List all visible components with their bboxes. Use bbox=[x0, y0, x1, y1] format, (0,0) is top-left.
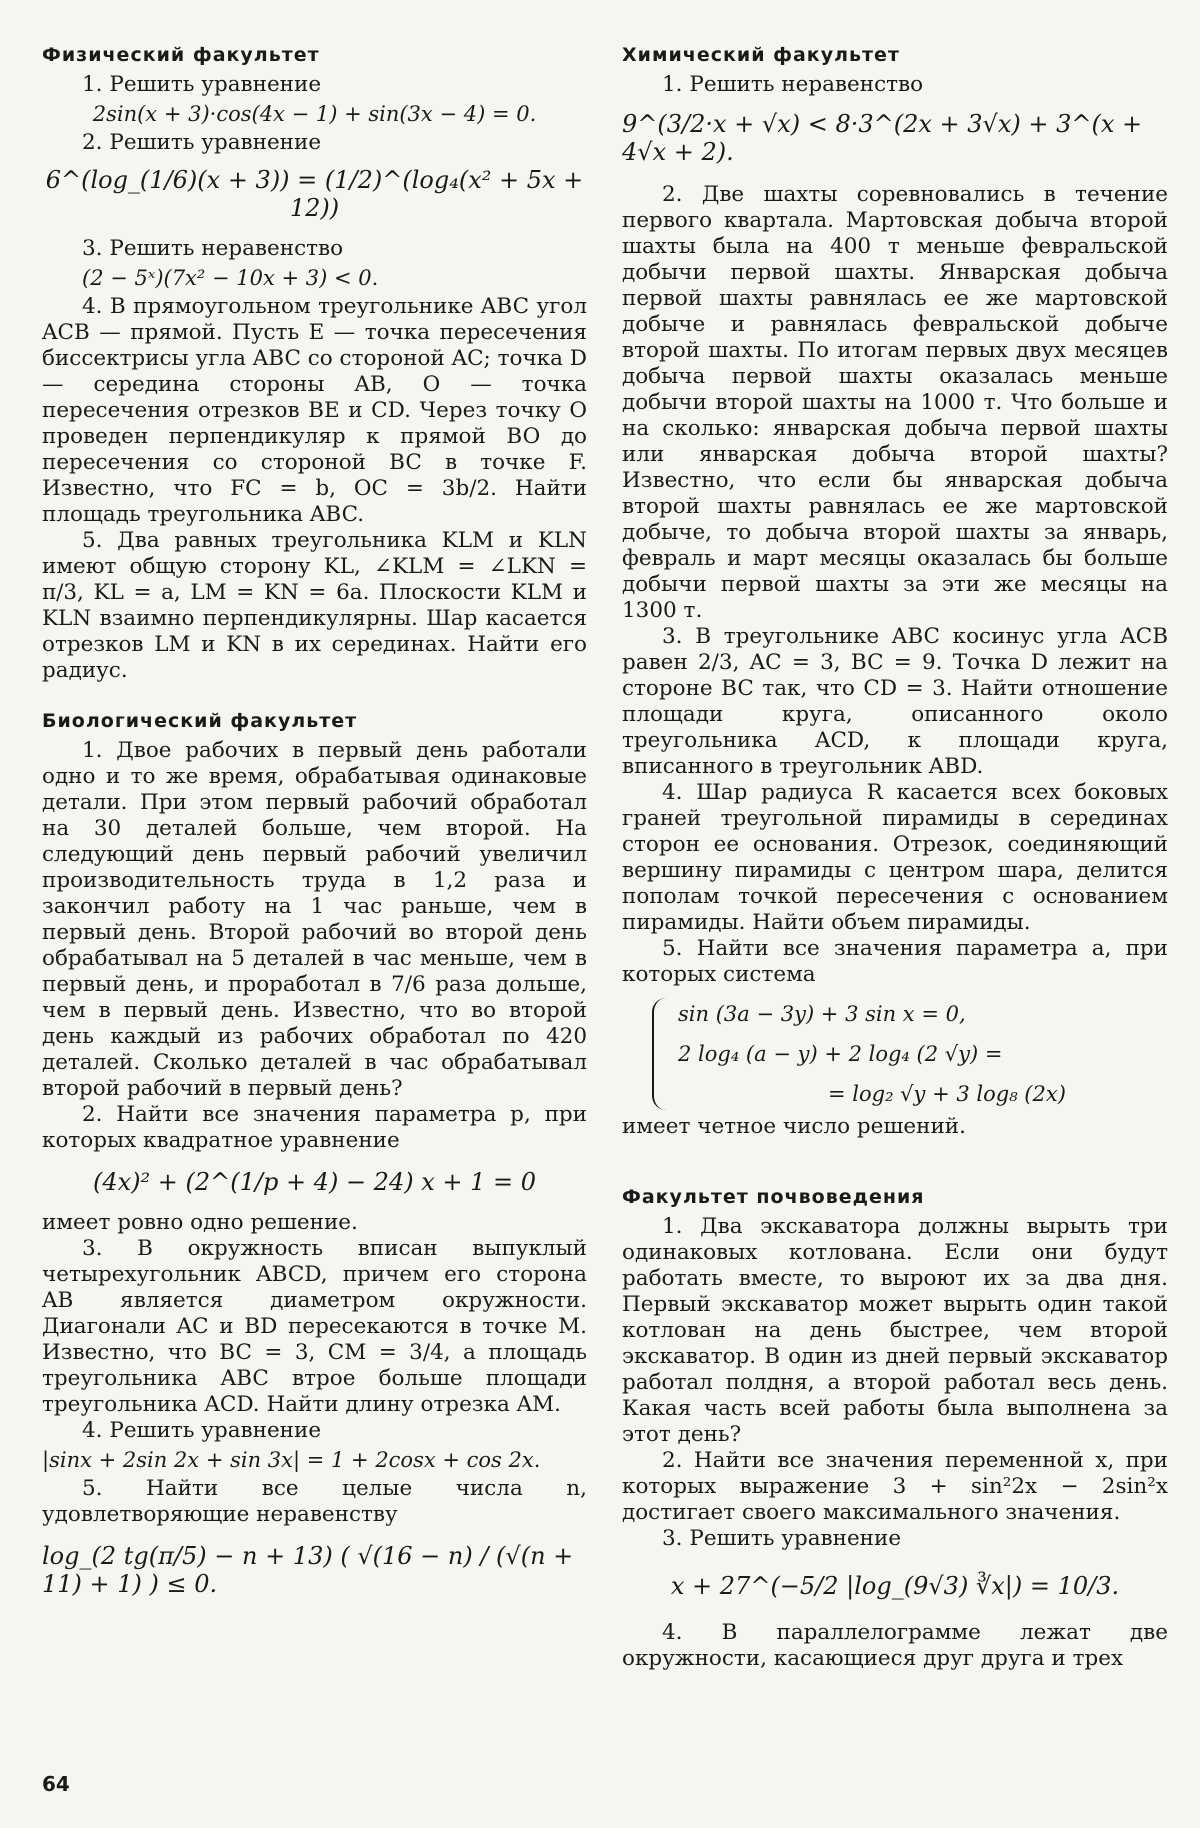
physics-formula-2: 6^(log_(1/6)(x + 3)) = (1/2)^(log₄(x² + 5x + 12)) bbox=[45, 166, 584, 222]
soil-heading: Факультет почвоведения bbox=[622, 1186, 925, 1208]
soil-problem-4: 4. В параллелограмме лежат две окружности, касающиеся друг друга и трех bbox=[622, 1620, 1168, 1671]
system-line-1: sin (3a − 3y) + 3 sin x = 0, bbox=[678, 1002, 966, 1026]
chemistry-problem-5: 5. Найти все значения параметра a, при которых система bbox=[622, 936, 1168, 987]
soil-problem-2: 2. Найти все значения переменной x, при которых выражение 3 + sin²2x − 2sin²x достигает своего максимального значения. bbox=[622, 1448, 1168, 1525]
chemistry-formula-1: 9^(3/2·x + √x) < 8·3^(2x + 3√x) + 3^(x + 4√x + 2). bbox=[622, 110, 1143, 166]
soil-problem-3: 3. Решить уравнение bbox=[662, 1526, 902, 1551]
biology-formula-4: |sinx + 2sin 2x + sin 3x| = 1 + 2cosx + cos 2x. bbox=[42, 1448, 541, 1472]
biology-formula-2: (4x)² + (2^(1/p + 4) − 24) x + 1 = 0 bbox=[92, 1168, 537, 1196]
physics-problem-2: 2. Решить уравнение bbox=[82, 130, 322, 155]
chemistry-problem-2: 2. Две шахты соревновались в течение первого квартала. Мартовская добыча второй шахты была на 400 т меньше февральской добычи первой шахты. Январская добыча первой шахты равнялась ее же мартовской добыче и равнялась февральской добыче второй шахты. По итогам первых двух месяцев добыча первой шахты оказалась меньше добычи второй шахты на 1000 т. Что больше и на сколько: январская добыча первой шахты или январская добыча второй шахты? Известно, что если бы январская добыча второй шахты равнялась ее же мартовской добыче, то добыча второй шахты за январь, февраль и март месяцы оказалась бы больше добычи первой шахты за эти же месяцы на 1300 т. bbox=[622, 182, 1168, 623]
chemistry-problem-5-tail: имеет четное число решений. bbox=[622, 1114, 966, 1139]
biology-problem-4: 4. Решить уравнение bbox=[82, 1418, 322, 1443]
system-line-2: 2 log₄ (a − y) + 2 log₄ (2 √y) = bbox=[678, 1042, 1003, 1066]
system-brace bbox=[652, 998, 670, 1110]
physics-problem-3: 3. Решить неравенство bbox=[82, 236, 344, 261]
physics-heading: Физический факультет bbox=[42, 44, 320, 66]
chemistry-problem-4: 4. Шар радиуса R касается всех боковых граней треугольной пирамиды в серединах сторон ее основания. Отрезок, соединяющий вершину пирамиды с центром шара, делится пополам точкой пересечения с основанием пирамиды. Найти объем пирамиды. bbox=[622, 780, 1168, 935]
physics-problem-4: 4. В прямоугольном треугольнике ABC угол ACB — прямой. Пусть E — точка пересечения биссектрисы угла ABC со стороной AC; точка D — середина стороны AB, O — точка пересечения отрезков BE и CD. Через точку O проведен перпендикуляр к прямой BO до пересечения со стороной BC в точке F. Известно, что FC = b, OC = 3b/2. Найти площадь треугольника ABC. bbox=[42, 294, 588, 527]
left-column bbox=[42, 38, 587, 1598]
page-number: 64 bbox=[42, 1772, 70, 1796]
biology-problem-2: 2. Найти все значения параметра p, при которых квадратное уравнение bbox=[42, 1102, 587, 1153]
chemistry-problem-3: 3. В треугольнике ABC косинус угла ACB равен 2/3, AC = 3, BC = 9. Точка D лежит на стороне BC так, что CD = 3. Найти отношение площади круга, описанного около треугольника ACD, к площади круга, вписанного в треугольник ABD. bbox=[622, 624, 1168, 779]
physics-problem-1: 1. Решить уравнение bbox=[82, 72, 322, 97]
biology-formula-5: log_(2 tg(π/5) − n + 13) ( √(16 − n) / (√(n + 11) + 1) ) ≤ 0. bbox=[42, 1542, 574, 1598]
chemistry-system bbox=[652, 998, 1168, 1110]
biology-problem-2-tail: имеет ровно одно решение. bbox=[42, 1210, 358, 1235]
biology-problem-3: 3. В окружность вписан выпуклый четырехугольник ABCD, причем его сторона AB является диаметром окружности. Диагонали AC и BD пересекаются в точке M. Известно, что BC = 3, CM = 3/4, а площадь треугольника ABC втрое больше площади треугольника ACD. Найти длину отрезка AM. bbox=[42, 1236, 587, 1417]
soil-formula-3: x + 27^(−5/2 |log_(9√3) ∛x|) = 10/3. bbox=[670, 1572, 1120, 1600]
biology-problem-5: 5. Найти все целые числа n, удовлетворяющие неравенству bbox=[42, 1476, 587, 1527]
biology-heading: Биологический факультет bbox=[42, 710, 358, 732]
physics-problem-5: 5. Два равных треугольника KLM и KLN имеют общую сторону KL, ∠KLM = ∠LKN = π/3, KL = a, LM = KN = 6a. Плоскости KLM и KLN взаимно перпендикулярны. Шар касается отрезков LM и KN в их серединах. Найти его радиус. bbox=[42, 528, 587, 683]
biology-problem-1: 1. Двое рабочих в первый день работали одно и то же время, обрабатывая одинаковые детали. При этом первый рабочий обработал на 30 деталей больше, чем второй. На следующий день первый рабочий увеличил производительность труда в 1,2 раза и закончил работу на 1 час раньше, чем в первый день. Второй рабочий во второй день обрабатывал на 5 деталей в час меньше, чем в первый день, и проработал в 7/6 раза дольше, чем в первый день. Известно, что во второй день каждый из рабочих обработал по 420 деталей. Сколько деталей в час обрабатывал второй рабочий в первый день? bbox=[42, 738, 587, 1101]
soil-problem-1: 1. Два экскаватора должны вырыть три одинаковых котлована. Если они будут работать вместе, то выроют их за два дня. Первый экскаватор может вырыть один такой котлован на день быстрее, чем второй экскаватор. В один из дней первый экскаватор работал полдня, а второй работал весь день. Какая часть всей работы была выполнена за этот день? bbox=[622, 1214, 1168, 1447]
right-column bbox=[622, 38, 1168, 1672]
chemistry-problem-1: 1. Решить неравенство bbox=[662, 72, 924, 97]
physics-formula-1: 2sin(x + 3)·cos(4x − 1) + sin(3x − 4) = 0. bbox=[92, 102, 537, 126]
physics-formula-3: (2 − 5ˣ)(7x² − 10x + 3) < 0. bbox=[82, 266, 379, 290]
system-line-3: = log₂ √y + 3 log₈ (2x) bbox=[828, 1082, 1066, 1106]
chemistry-heading: Химический факультет bbox=[622, 44, 900, 66]
